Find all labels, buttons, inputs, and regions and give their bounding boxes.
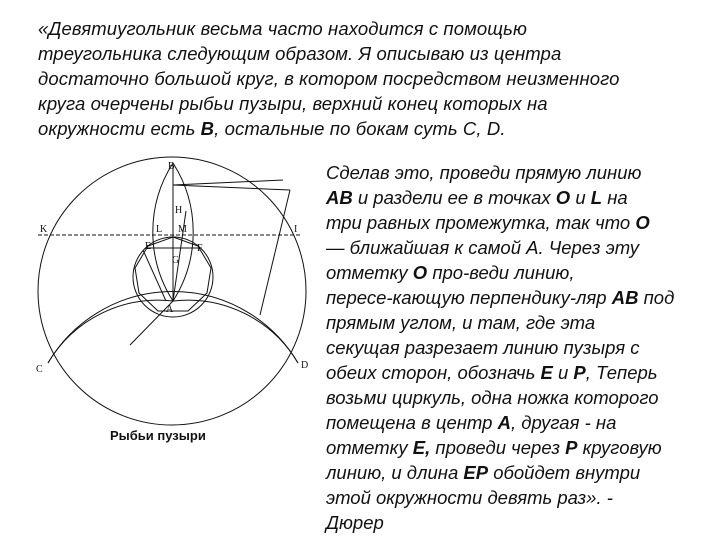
text: , Теперь <box>585 362 658 383</box>
quote-paragraph <box>38 16 688 141</box>
text: достаточно большой круг, в котором посредством неизменного <box>38 68 620 89</box>
text: секущая разрезает линию пузыря с <box>326 337 640 358</box>
label-i: I <box>294 224 298 235</box>
label-m: M <box>178 224 187 235</box>
quote-line-1 <box>38 16 688 41</box>
bold-letter: А <box>497 412 511 433</box>
nonagon-construction-diagram <box>28 155 328 455</box>
pointer-line-1 <box>173 180 283 185</box>
side-line-14 <box>326 485 706 510</box>
label-l: L <box>156 224 163 235</box>
quote-line-2 <box>38 41 688 66</box>
side-line-13 <box>326 460 706 485</box>
bold-letter: Е <box>540 362 553 383</box>
side-line-5 <box>326 260 706 285</box>
bold-letter: Р <box>565 437 578 458</box>
text: линию, и длина <box>326 462 464 483</box>
side-line-6 <box>326 285 706 310</box>
bold-letter: O <box>555 187 571 208</box>
pointer-line-3 <box>260 190 290 315</box>
text: на <box>602 187 628 208</box>
side-line-10 <box>326 385 706 410</box>
bold-letter: L <box>590 187 603 208</box>
figure-caption: Рыбьи пузыри <box>110 428 206 443</box>
side-line-11 <box>326 410 706 435</box>
bold-letter: ЕР <box>463 462 489 483</box>
arc-c-to-d <box>48 291 298 363</box>
side-line-2 <box>326 185 706 210</box>
quote-line-3 <box>38 66 688 91</box>
side-line-7 <box>326 310 706 335</box>
text: «Девятиугольник весьма часто находится с помощью <box>38 18 527 39</box>
bold-letter: B <box>200 118 215 139</box>
label-k: K <box>40 224 48 235</box>
pointer-line-2 <box>173 185 290 190</box>
label-h: H <box>175 205 183 216</box>
text: возьми циркуль, одна ножка которого <box>326 387 659 408</box>
side-line-3 <box>326 210 706 235</box>
text: и <box>552 362 574 383</box>
text: проведи через <box>430 437 566 458</box>
label-b: B <box>168 161 175 172</box>
text: Сделав это, проведи прямую линию <box>326 162 642 183</box>
text: Дюрер <box>326 512 384 533</box>
text: и раздели ее в точках <box>352 187 556 208</box>
side-line-1 <box>326 160 706 185</box>
text: отметку <box>326 262 413 283</box>
side-line-8 <box>326 335 706 360</box>
quote-line-4 <box>38 91 688 116</box>
side-line-9 <box>326 360 706 385</box>
text: пересе-кающую перпендику-ляр <box>326 287 612 308</box>
bold-letter: О <box>412 262 428 283</box>
text: круговую <box>577 437 662 458</box>
side-paragraph <box>326 160 706 535</box>
label-c: C <box>36 364 43 375</box>
text: под <box>638 287 675 308</box>
label-e: E <box>145 241 152 252</box>
fish-bladder-arc-lower-right <box>173 300 298 363</box>
fish-bladder-arc-lower-left <box>48 300 173 363</box>
text: помещена в центр <box>326 412 498 433</box>
bold-letter: E, <box>412 437 431 458</box>
text: прямым углом, и там, где эта <box>326 312 596 333</box>
text: — ближайшая к самой А. Через эту <box>326 237 639 258</box>
text: круга очерчены рыбьи пузыри, верхний конец которых на <box>38 93 548 114</box>
bold-letter: AB <box>611 287 639 308</box>
side-line-12 <box>326 435 706 460</box>
text: треугольника следующим образом. Я описываю из центра <box>38 43 562 64</box>
side-line-4 <box>326 235 706 260</box>
label-a: A <box>166 304 174 315</box>
side-line-15 <box>326 510 706 535</box>
text: , другая - на <box>510 412 617 433</box>
text: , остальные по бокам суть С, D. <box>214 118 506 139</box>
text: обеих сторон, обозначь <box>326 362 541 383</box>
text: три равных промежутка, так что <box>326 212 636 233</box>
label-f: F <box>197 243 203 254</box>
text: и <box>570 187 591 208</box>
quote-line-5 <box>38 116 688 141</box>
text: отметку <box>326 437 413 458</box>
text: обойдет внутри <box>488 462 641 483</box>
bold-letter: AB <box>326 187 353 208</box>
label-d: D <box>301 360 309 371</box>
label-g: G <box>172 255 180 266</box>
text: про-веди линию, <box>427 262 575 283</box>
bold-letter: Р <box>573 362 586 383</box>
text: окружности есть <box>38 118 201 139</box>
bold-letter: О <box>635 212 650 233</box>
text: этой окружности девять раз». - <box>326 487 613 508</box>
